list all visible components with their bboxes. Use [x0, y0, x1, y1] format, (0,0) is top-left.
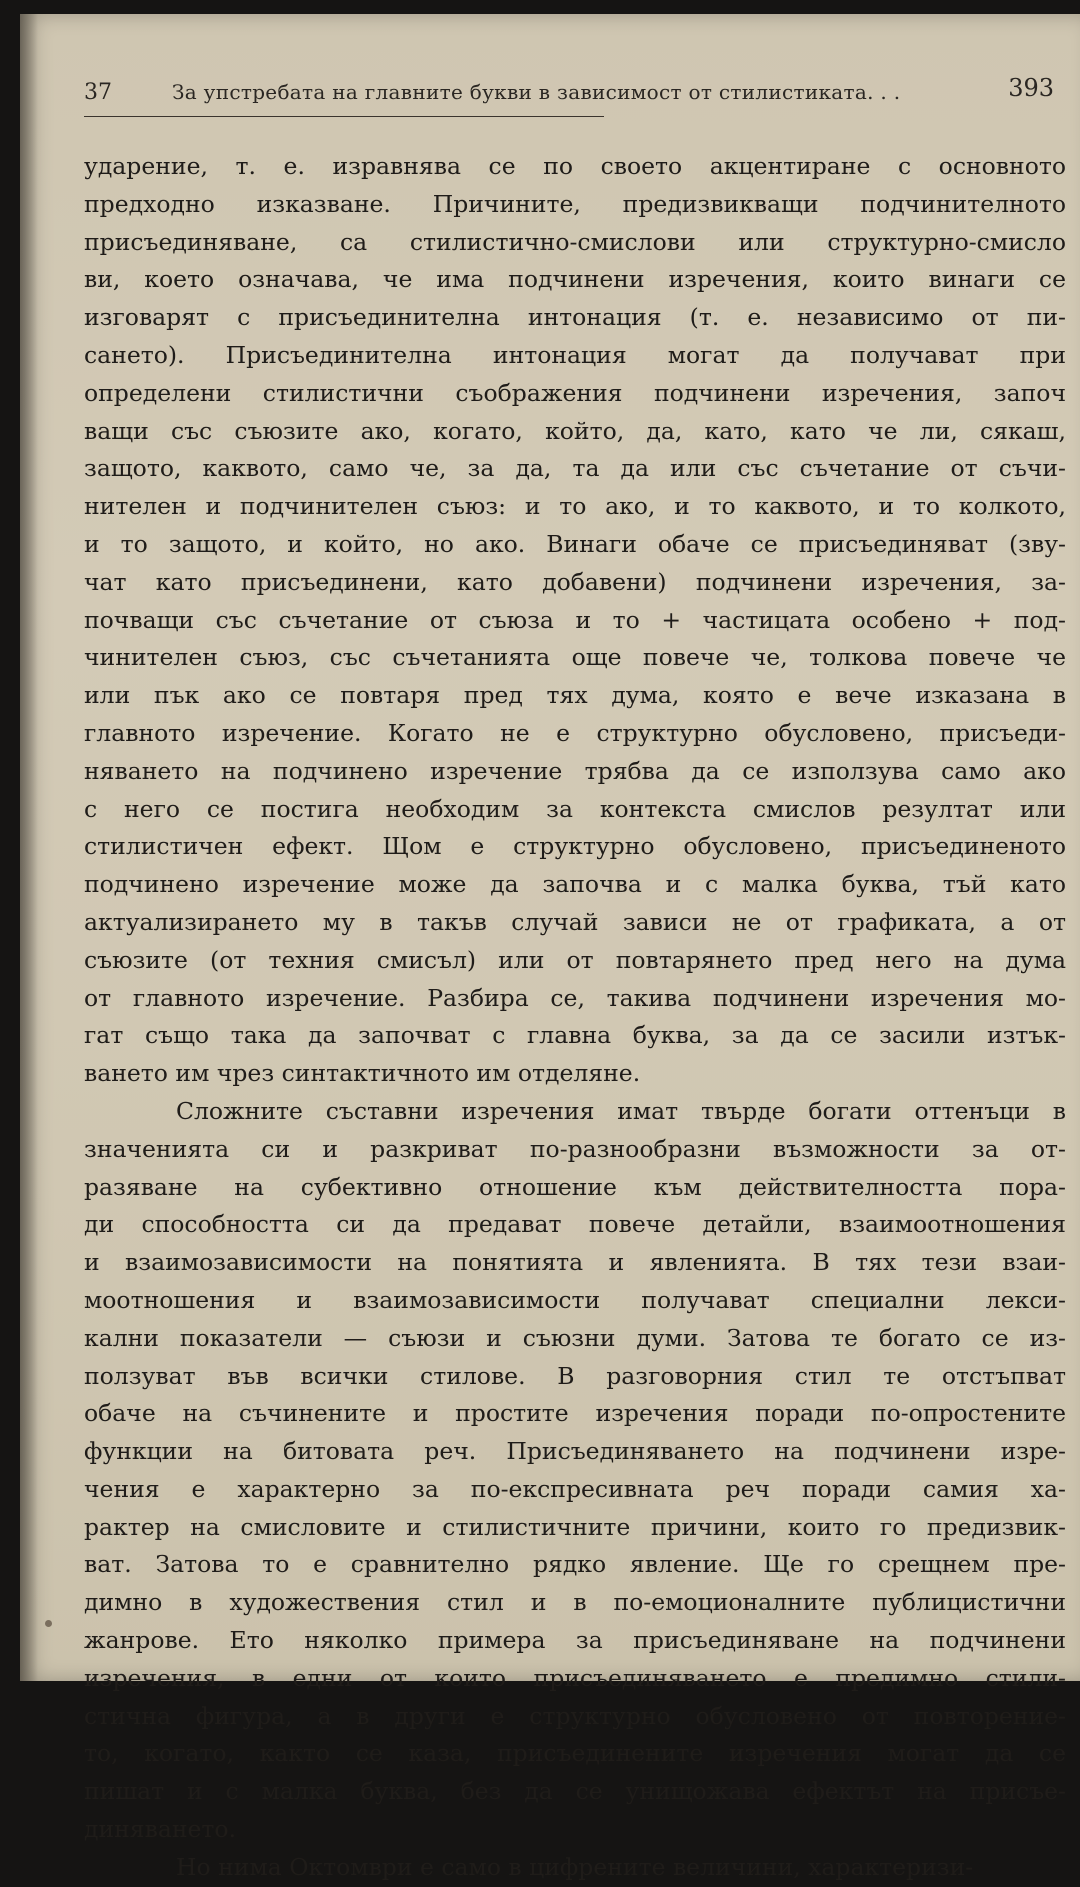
text-line: димно в художествения стил и в по-емоционалните публицистични	[84, 1588, 1066, 1617]
text-line: и то защото, и който, но ако. Винаги обаче се присъединяват (зву-	[84, 529, 1066, 558]
text-line: или пък ако се повтаря пред тях дума, която е вече изказана в	[84, 681, 1066, 710]
left-page-number: 37	[84, 80, 112, 105]
text-line: гат също така да започват с главна буква, за да се засили изтък-	[84, 1021, 1066, 1050]
text-line: диняването.	[84, 1815, 237, 1844]
text-line: ви, което означава, че има подчинени изречения, които винаги се	[84, 265, 1066, 294]
text-line: значенията си и разкриват по-разнообразни възможности за от-	[84, 1134, 1066, 1163]
text-line: ди способността си да предават повече детайли, взаимоотношения	[84, 1210, 1066, 1239]
text-line: нителен и подчинителен съюз: и то ако, и то каквото, и то колкото,	[84, 492, 1066, 521]
text-line: няването на подчинено изречение трябва да се използува само ако	[84, 756, 1066, 785]
text-line: актуализирането му в такъв случай зависи не от графиката, а от	[84, 907, 1066, 936]
margin-mark	[45, 1620, 52, 1627]
text-line: чат като присъединени, като добавени) подчинени изречения, за-	[84, 567, 1066, 596]
text-line: рактер на смисловите и стилистичните причини, които го предизвик-	[84, 1512, 1066, 1541]
text-line: почващи със съчетание от съюза и то + частицата особено + под-	[84, 605, 1066, 634]
text-line: Сложните съставни изречения имат твърде богати оттенъци в	[176, 1096, 1066, 1125]
text-line: сането). Присъединителна интонация могат да получават при	[84, 340, 1066, 369]
text-line: защото, каквото, само че, за да, та да или със съчетание от съчи-	[84, 454, 1066, 483]
text-line: ващи със съюзите ако, когато, който, да, като, като че ли, сякаш,	[84, 416, 1066, 445]
text-line: кални показатели — съюзи и съюзни думи. Затова те богато се из-	[84, 1323, 1066, 1352]
text-line: с него се постига необходим за контекста смислов резултат или	[84, 794, 1066, 823]
text-line: чинителен съюз, със съчетанията още повече че, толкова повече че	[84, 643, 1066, 672]
text-line: обаче на съчинените и простите изречения поради по-опростените	[84, 1399, 1066, 1428]
text-line: стилистичен ефект. Щом е структурно обусловено, присъединеното	[84, 832, 1066, 861]
text-line: ват. Затова то е сравнително рядко явление. Ще го срещнем пре-	[84, 1550, 1066, 1579]
text-line: подчинено изречение може да започва и с малка буква, тъй като	[84, 870, 1066, 899]
text-line: изречения, в едни от които присъединяването е предимно стили-	[84, 1663, 1066, 1692]
body-text	[84, 148, 1066, 1887]
text-line: изговарят с присъединителна интонация (т. е. независимо от пи-	[84, 303, 1066, 332]
text-line: то, когато, както се каза, присъединените изречения могат да се	[84, 1739, 1066, 1768]
text-line: чения е характерно за по-експресивната реч поради самия ха-	[84, 1474, 1066, 1503]
text-line: ползуват във всички стилове. В разговорния стил те отстъпват	[84, 1361, 1066, 1390]
text-line: присъединяване, са стилистично-смислови или структурно-смисло	[84, 227, 1066, 256]
text-line: пишат и с малка буква, без да се унищожава ефектът на присъе-	[84, 1777, 1066, 1806]
text-line: и взаимозависимости на понятията и явленията. В тях тези взаи-	[84, 1248, 1066, 1277]
text-line: от главното изречение. Разбира се, такива подчинени изречения мо-	[84, 983, 1066, 1012]
text-line: моотношения и взаимозависимости получават специални лекси-	[84, 1285, 1066, 1314]
text-line: стична фигура, а в други е структурно обусловено от повторение-	[84, 1701, 1066, 1730]
text-line: главното изречение. Когато не е структурно обусловено, присъеди-	[84, 718, 1066, 747]
header-rule	[84, 116, 604, 117]
text-line: предходно изказване. Причините, предизвикващи подчинителното	[84, 189, 1066, 218]
text-line: съюзите (от техния смисъл) или от повтарянето пред него на дума	[84, 945, 1066, 974]
text-line: Но нима Октомври е само в цифрените величини, характеризи-	[176, 1852, 974, 1881]
text-line: разяване на субективно отношение към действителността пора-	[84, 1172, 1066, 1201]
text-line: жанрове. Ето няколко примера за присъединяване на подчинени	[84, 1626, 1066, 1655]
text-line: функции на битовата реч. Присъединяването на подчинени изре-	[84, 1437, 1066, 1466]
right-page-number: 393	[1008, 74, 1054, 102]
text-line: ването им чрез синтактичното им отделяне.	[84, 1059, 641, 1088]
text-line: ударение, т. е. изравнява се по своето акцентиране с основното	[84, 152, 1066, 180]
running-head	[84, 70, 1054, 114]
running-head-title: За упстребата на главните букви в зависимост от стилистиката. . .	[172, 80, 901, 104]
text-line: определени стилистични съображения подчинени изречения, започ	[84, 378, 1066, 407]
book-page	[20, 14, 1080, 1881]
binding-shadow	[20, 14, 38, 1681]
